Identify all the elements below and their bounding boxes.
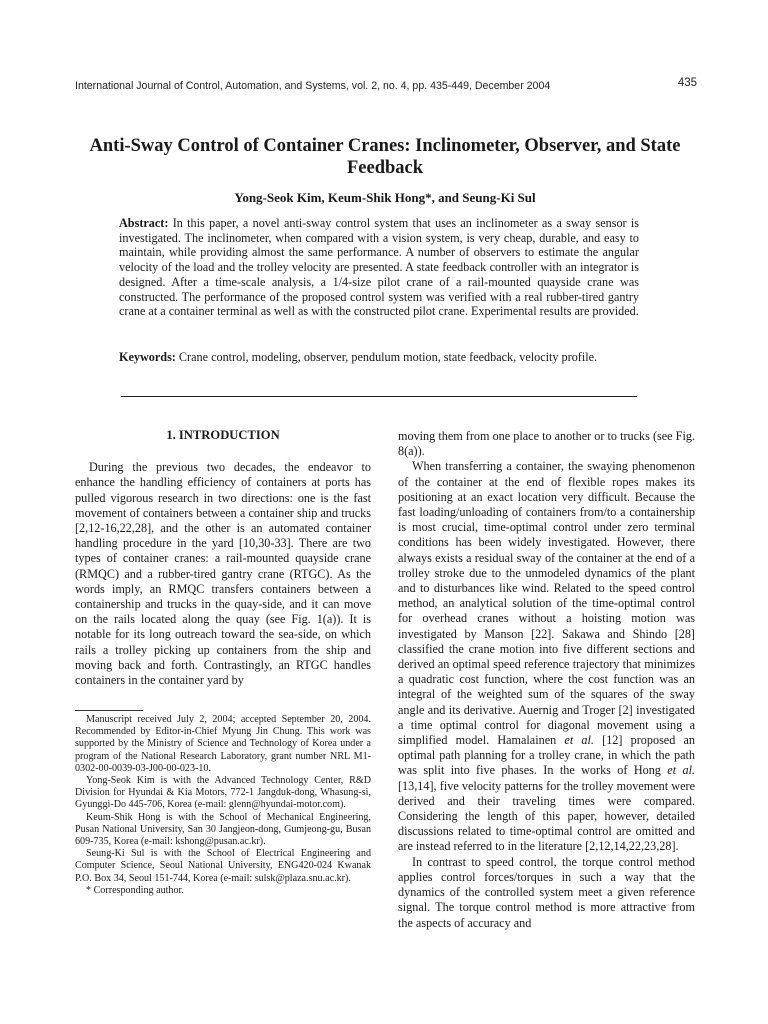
keywords (119, 350, 639, 365)
left-column (75, 428, 371, 688)
footnote-author-sul: Seung-Ki Sul is with the School of Electrical Engineering and Computer Science, Seoul National University, ENG420-024 Kwanak P.O. Box 34, Seoul 151-744, Korea (e-mail: sulsk@plaza.snu.ac.kr). (75, 848, 371, 884)
keywords-label: Keywords: (119, 350, 176, 364)
abstract-text: In this paper, a novel anti-sway control system that uses an inclinometer as a sway sensor is investigated. The inclinometer, when compared with a vision system, is very cheap, durable, and easy to maintain, while providing almost the same performance. A number of observers to estimate the angular velocity of the load and the trolley velocity are presented. A state feedback controller with an integrator is designed. After a time-scale analysis, a 1/4-size pilot crane of a rail-mounted quayside crane was constructed. The performance of the proposed control system was verified with a real rubber-tired gantry crane at a container terminal as well as with the constructed pilot crane. Experimental results are provided. (119, 216, 639, 319)
intro-paragraph-3: In contrast to speed control, the torque control method applies control forces/torques in such a way that the dynamics of the controlled system meet a given reference signal. The torque control method is more attractive from the aspects of accuracy and (398, 854, 695, 930)
intro-paragraph-1: During the previous two decades, the endeavor to enhance the handling efficiency of containers at ports has pulled vigorous research in two directions: one is the fast movement of containers between a container ship and trucks [2,12-16,22,28], and the other is an automated container handling procedure in the yard [10,30-33]. There are two types of container cranes: a rail-mounted quayside crane (RMQC) and a rubber-tired gantry crane (RTGC). As the words imply, an RMQC transfers containers between a containership and trucks in the quay-side, and it can move on the rails located along the quay (see Fig. 1(a)). It is notable for its long outreach toward the sea-side, on which rails a trolley picking up containers from the ship and moving back and forth. Contrastingly, an RTGC handles containers in the container yard by (75, 460, 371, 688)
footnote-author-kim: Yong-Seok Kim is with the Advanced Technology Center, R&D Division for Hyundai & Kia Motors, 772-1 Jangduk-dong, Whasung-si, Gyunggi-Do 445-706, Korea (e-mail: glenn@hyundai-motor.com). (75, 775, 371, 811)
intro-paragraph-2 (398, 459, 695, 854)
page-number: 435 (677, 77, 697, 89)
author-list: Yong-Seok Kim, Keum-Shik Hong*, and Seung-Ki Sul (234, 190, 536, 205)
paper-title: Anti-Sway Control of Container Cranes: Inclinometer, Observer, and State Feedback (89, 136, 681, 178)
intro-paragraph-2-part-a: When transferring a container, the swaying phenomenon of the container at the end of flexible ropes makes its positioning at an exact location very difficult. Because the fast loading/unloading of containers from/to a containership is most crucial, time-optimal control under zero terminal conditions has been widely investigated. However, there always exists a residual sway of the container at the end of a trolley stroke due to the unmodeled dynamics of the plant and to disturbances like wind. Related to the speed control method, an analytical solution of the time-optimal control for overhead cranes without a hoisting motion was investigated by Manson [22]. Sakawa and Shindo [28] classified the crane motion into five different sections and derived an optimal speed reference trajectory that minimizes a quadratic cost function, where the cost function was an integral of the weighted sum of the squares of the sway angle and its derivative. Auernig and Troger [2] investigated a time optimal control for diagonal movement using a simplified model. Hamalainen (398, 459, 695, 748)
footnote-corresponding: * Corresponding author. (86, 884, 184, 896)
footnote-author-hong: Keum-Shik Hong is with the School of Mechanical Engineering, Pusan National University, San 30 Jangjeon-dong, Gumjeong-gu, Busan 609-735, Korea (e-mail: kshong@pusan.ac.kr). (75, 811, 371, 848)
footnote-divider (75, 710, 143, 711)
journal-citation: International Journal of Control, Automation, and Systems, vol. 2, no. 4, pp. 435-449, December 2004 (75, 80, 551, 92)
keywords-text: Crane control, modeling, observer, pendulum motion, state feedback, velocity profile. (178, 350, 598, 364)
et-al-1: et al. (564, 733, 594, 748)
et-al-2: et al. (667, 763, 696, 778)
abstract (119, 216, 639, 319)
footnotes (75, 714, 371, 897)
footnote-manuscript: Manuscript received July 2, 2004; accepted September 20, 2004. Recommended by Editor-in-Chief Myung Jin Chung. This work was supported by the Ministry of Science and Technology of Korea under a program of the National Research Laboratory, grant number NRL M1-0302-00-0039-03-J00-00-023-10. (75, 714, 371, 774)
running-header (75, 77, 697, 92)
section-heading-introduction: 1. INTRODUCTION (166, 428, 280, 442)
right-column (398, 429, 695, 931)
intro-paragraph-1-continued: moving them from one place to another or to trucks (see Fig. 8(a)). (398, 429, 695, 459)
abstract-divider (121, 396, 637, 397)
abstract-label: Abstract: (119, 216, 169, 230)
intro-paragraph-2-part-c: [13,14], five velocity patterns for the trolley movement were derived and their traveling times were compared. Considering the length of this paper, however, detailed discussions related to time-optimal control are omitted and are instead referred to in the literature [2,12,14,22,23,28]. (398, 778, 695, 854)
intro-paragraph-2-part-b: [12] proposed an optimal path planning for a trolley crane, in which the path was split into five phases. In the works of Hong (398, 733, 696, 778)
